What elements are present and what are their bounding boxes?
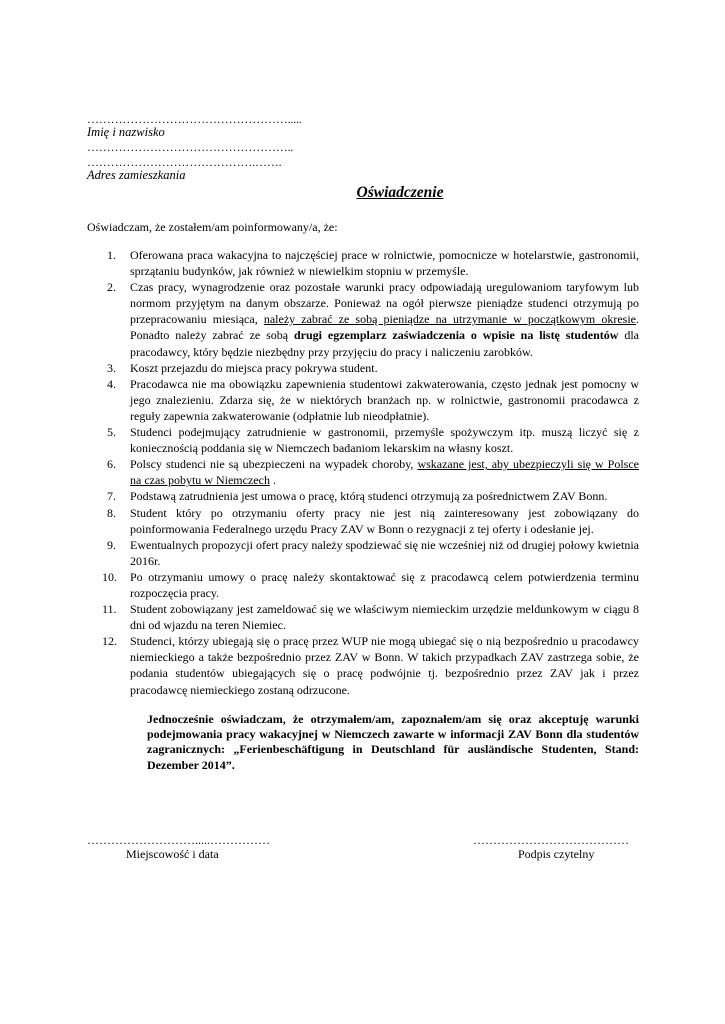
list-item-text: Koszt przejazdu do miejsca pracy pokrywa student.: [130, 360, 378, 375]
list-item-number: 8.: [107, 505, 116, 520]
name-dotted-line: …………………………………………….....: [87, 112, 302, 126]
list-item-text: Podstawą zatrudnienia jest umowa o pracę, którą studenci otrzymują za pośrednictwem ZAV Bonn.: [130, 489, 608, 504]
list-item-text: Ewentualnych propozycji ofert pracy należy spodziewać się nie wcześniej niż od drugiej połowy kwietnia 2016r.: [130, 537, 639, 568]
list-item-number: 12.: [102, 634, 117, 649]
list-item: [87, 376, 639, 424]
list-item: [87, 569, 639, 601]
list-item-number: 1.: [107, 248, 116, 262]
list-item-number: 10.: [102, 569, 117, 584]
place-date-label: Miejscowość i data: [126, 847, 219, 861]
list-item-number: 7.: [107, 489, 116, 504]
list-item-number: 9.: [107, 537, 116, 552]
list-item-number: 2.: [107, 280, 116, 295]
signature-label: Podpis czytelny: [518, 847, 595, 861]
list-item-text: Studenci podejmujący zatrudnienie w gastronomii, przemyśle spożywczym itp. muszą liczyć się z koniecznością poddania się w Niemczech badaniom lekarskim na własny koszt.: [130, 425, 639, 456]
list-item-text: Po otrzymaniu umowy o pracę należy skontaktować się z pracodawcą celem potwierdzenia terminu rozpoczęcia pracy.: [130, 569, 639, 600]
name-label: Imię i nazwisko: [87, 125, 165, 139]
list-item-number: 11.: [102, 602, 117, 617]
list-item: [87, 279, 639, 359]
address-label: Adres zamieszkania: [87, 168, 186, 182]
list-item-text: .: [269, 473, 276, 488]
list-item: [87, 488, 639, 504]
list-item-text: Student zobowiązany jest zameldować się we właściwym niemieckim urzędzie meldunkowym w ciągu 8 dni od wjazdu na teren Niemiec.: [130, 602, 639, 633]
list-item: [87, 456, 639, 488]
list-item-text: Polscy studenci nie są ubezpieczeni na wypadek choroby,: [130, 457, 418, 472]
underlined-text: należy zabrać ze sobą pieniądze na utrzymanie w początkowym okresie: [263, 312, 636, 327]
place-date-dotted-line: ……………………….....……………: [87, 833, 270, 847]
list-item: [87, 537, 639, 569]
list-item-text: dla pracodawcy, który będzie niezbędny przy przyjęciu do pracy i naliczeniu zarobków.: [130, 328, 639, 359]
list-item: [87, 424, 639, 456]
list-item-number: 5.: [107, 425, 116, 440]
list-item-text: . Ponadto należy zabrać ze sobą: [130, 312, 639, 343]
list-item-text: Student który po otrzymaniu oferty pracy nie jest nią zainteresowany jest zobowiązany do poinformowania Federalnego urzędu Pracy ZAV w Bonn o rezygnacji z tej oferty i odesłanie jej.: [130, 505, 639, 536]
closing-statement: Jednocześnie oświadczam, że otrzymałem/am, zapoznałem/am się oraz akceptuję warunki podejmowania pracy wakacyjnej w Niemczech zawarte w informacji ZAV Bonn dla studentów zagranicznych: „Ferienbeschäftigung in Deutschland für ausländische Studenten, Stand: Dezember 2014”.: [147, 712, 639, 772]
list-item-text: Oferowana praca wakacyjna to najczęściej prace w rolnictwie, pomocnicze w hotelarstwie, gastronomii, sprzątaniu budynków, jak również w niewielkim stopniu w przemyśle.: [130, 248, 639, 279]
document-title: Oświadczenie: [356, 184, 444, 201]
intro-text: Oświadczam, że zostałem/am poinformowany/a, że:: [87, 220, 338, 234]
underlined-text: wskazane jest, aby ubezpieczyli się w Polsce na czas pobytu w Niemczech: [130, 457, 640, 488]
signature-dotted-line: …………………………………: [473, 833, 629, 847]
list-item: [87, 633, 639, 697]
list-item-text: Studenci, którzy ubiegają się o pracę przez WUP nie mogą ubiegać się o nią bezpośrednio u pracodawcy niemieckiego a także bezpośrednio przez ZAV w Bonn. W takich przypadkach ZAV zastrzega sobie, że podania studentów ubiegających się o pracę podwójnie tj. bezpośrednio przez ZAV jak i przez pracodawcę niemieckiego zostaną odrzucone.: [130, 634, 639, 697]
list-item: [87, 247, 639, 279]
list-item-text: Czas pracy, wynagrodzenie oraz pozostałe warunki pracy odpowiadają uregulowaniom taryfowym lub normom przyjętym na danym obszarze. Ponieważ na ogół pierwsze pieniądze studenci otrzymują po przepracowaniu miesiąca,: [130, 280, 639, 327]
list-item: [87, 360, 639, 376]
list-item-text: Pracodawca nie ma obowiązku zapewnienia studentowi zakwaterowania, często jednak jest pomocny w jego znalezieniu. Zdarza się, że w niektórych branżach np. w rolnictwie, gastronomii pracodawca z reguły zapewnia zakwaterowanie (odpłatnie lub nieodpłatnie).: [130, 376, 639, 423]
list-item: [87, 505, 639, 537]
bold-text: drugi egzemplarz zaświadczenia o wpisie na listę studentów: [293, 328, 619, 343]
list-item-number: 4.: [107, 376, 116, 391]
address-dotted-line-2: …………………………………….…….: [87, 155, 282, 169]
list-item-number: 3.: [107, 360, 116, 375]
address-dotted-line-1: ……………………………………………..: [87, 140, 294, 154]
list-item: [87, 601, 639, 633]
list-item-number: 6.: [107, 457, 116, 472]
statement-list: [87, 247, 639, 698]
